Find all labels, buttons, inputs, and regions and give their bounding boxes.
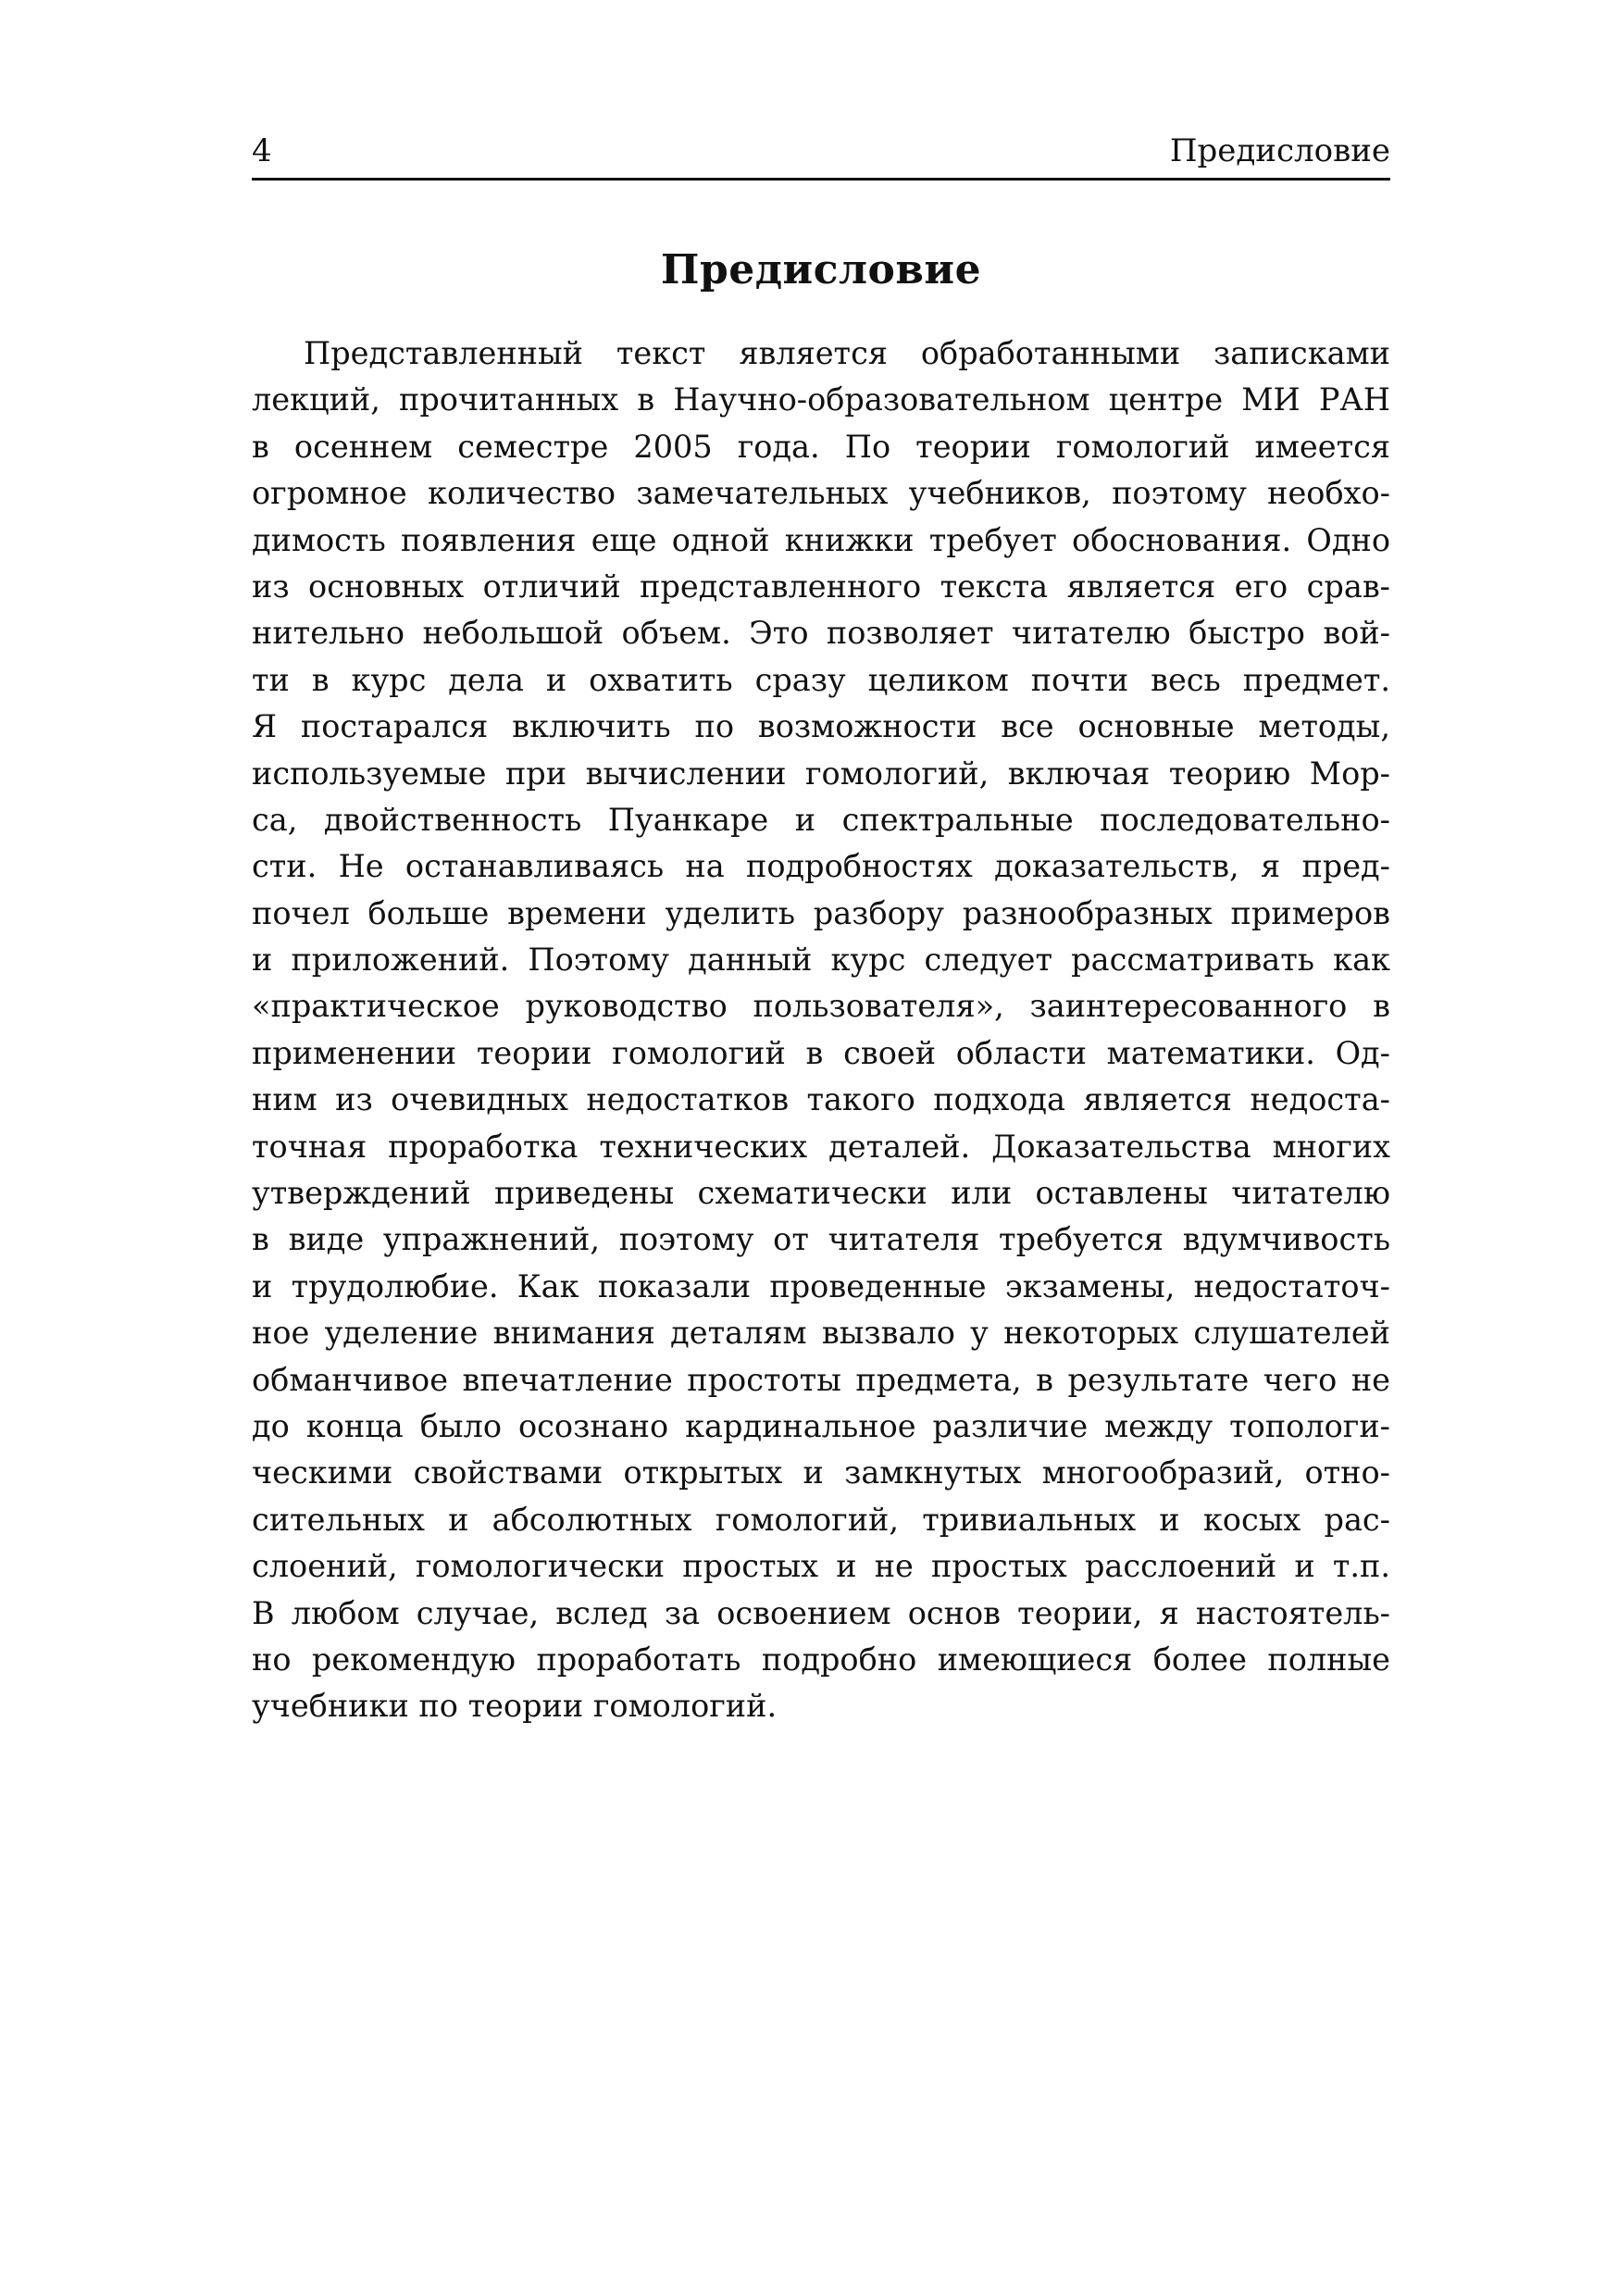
text-line: димость появления еще одной книжки требует обоснования. Одно	[252, 521, 1390, 558]
text-line: утверждений приведены схематически или оставлены читателю	[252, 1175, 1390, 1212]
text-line: Представленный текст является обработанными записками	[304, 335, 1390, 371]
text-line: ним из очевидных недостатков такого подхода является недоста-	[252, 1081, 1390, 1118]
text-line: ческими свойствами открытых и замкнутых многообразий, отно-	[252, 1454, 1390, 1491]
text-line: в осеннем семестре 2005 года. По теории гомологий имеется	[252, 428, 1390, 465]
text-line: и приложений. Поэтому данный курс следует рассматривать как	[252, 942, 1390, 979]
text-line: из основных отличий представленного текста является его срав-	[252, 568, 1390, 605]
text-line: ти в курс дела и охватить сразу целиком почти весь предмет.	[252, 661, 1390, 698]
preface-paragraph	[252, 331, 1390, 1730]
text-line: точная проработка технических деталей. Доказательства многих	[252, 1128, 1390, 1165]
text-line: са, двойственность Пуанкаре и спектральные последовательно-	[252, 801, 1390, 838]
text-line: огромное количество замечательных учебников, поэтому необхо-	[252, 475, 1390, 512]
chapter-title: Предисловие	[660, 246, 982, 293]
text-line: «практическое руководство пользователя», заинтересованного в	[252, 988, 1390, 1025]
text-line: В любом случае, вслед за освоением основ теории, я настоятель-	[252, 1594, 1390, 1631]
text-line: сти. Не останавливаясь на подробностях доказательств, я пред-	[252, 848, 1390, 885]
running-head	[252, 130, 1390, 181]
text-line: и трудолюбие. Как показали проведенные экзамены, недостаточ-	[252, 1267, 1390, 1304]
text-line: почел больше времени уделить разбору разнообразных примеров	[252, 894, 1390, 931]
text-line: слоений, гомологически простых и не простых расслоений и т.п.	[252, 1548, 1390, 1585]
page-number: 4	[252, 132, 272, 169]
text-line: сительных и абсолютных гомологий, тривиальных и косых рас-	[252, 1501, 1390, 1538]
text-line: учебники по теории гомологий.	[252, 1688, 778, 1725]
text-line: лекций, прочитанных в Научно-образовательном центре МИ РАН	[252, 381, 1390, 418]
text-line: используемые при вычислении гомологий, включая теорию Мор-	[252, 755, 1390, 792]
text-line: в виде упражнений, поэтому от читателя требуется вдумчивость	[252, 1221, 1390, 1258]
text-line: до конца было осознано кардинальное различие между топологи-	[252, 1407, 1390, 1444]
text-line: но рекомендую проработать подробно имеющиеся более полные	[252, 1641, 1390, 1678]
text-line: нительно небольшой объем. Это позволяет читателю быстро вой-	[252, 615, 1390, 652]
text-line: ное уделение внимания деталям вызвало у некоторых слушателей	[252, 1315, 1390, 1352]
text-line: обманчивое впечатление простоты предмета, в результате чего не	[252, 1361, 1390, 1398]
text-line: Я постарался включить по возможности все основные методы,	[252, 708, 1390, 745]
running-head-title: Предисловие	[1169, 132, 1390, 169]
text-line: применении теории гомологий в своей области математики. Од-	[252, 1034, 1390, 1071]
